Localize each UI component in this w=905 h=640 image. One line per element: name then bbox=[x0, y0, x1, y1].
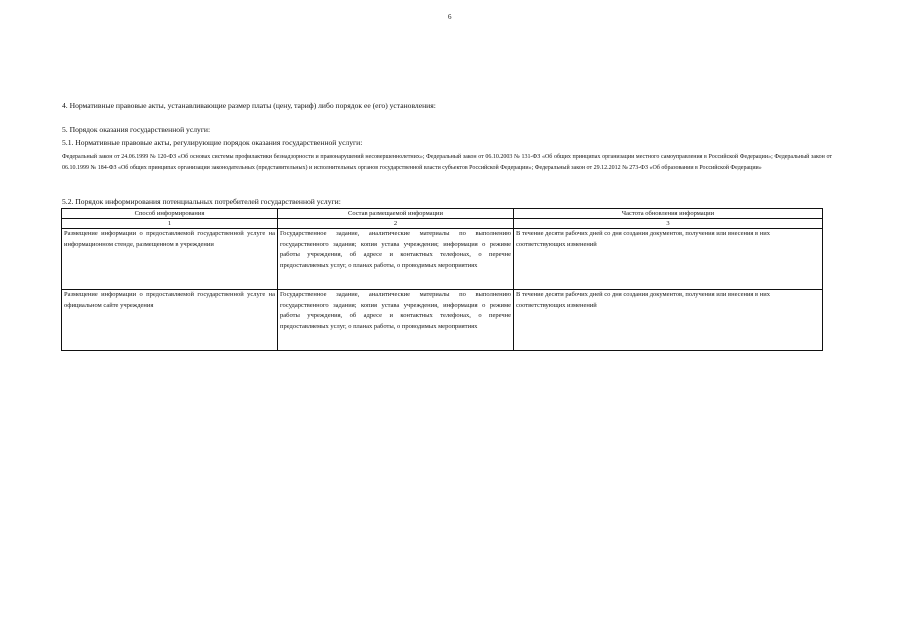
table-row bbox=[62, 290, 823, 351]
legal-acts-paragraph: Федеральный закон от 24.06.1999 № 120-ФЗ «Об основах системы профилактики безнадзорности и правонарушений несовершеннолетних»; Федеральный закон от 06.10.2003 № 131-ФЗ «Об общих принципах организации местного самоуправления в Российской Федерации»; Федеральный закон от 06.10.1999 № 184-ФЗ «Об общих принципах организации законодательных (представительных) и исполнительных органов государственной власти субъектов Российской Федерации»; Федеральный закон от 29.12.2012 № 273-ФЗ «Об образовании в Российской Федерации» bbox=[62, 154, 832, 171]
cell-frequency: В течение десяти рабочих дней со дня создания документов, получения или внесения в них соответствующих изменений bbox=[514, 229, 823, 290]
header-content: Состав размещаемой информации bbox=[278, 209, 514, 219]
column-number: 2 bbox=[278, 219, 514, 229]
header-method: Способ информирования bbox=[62, 209, 278, 219]
section-5-2-heading: 5.2. Порядок информирования потенциальных потребителей государственной услуги: bbox=[62, 197, 341, 206]
page-number: 6 bbox=[448, 13, 452, 21]
section-5-1-heading: 5.1. Нормативные правовые акты, регулирующие порядок оказания государственной услуги: bbox=[62, 138, 363, 147]
informing-table bbox=[61, 208, 823, 351]
table-number-row bbox=[62, 219, 823, 229]
section-4-heading: 4. Нормативные правовые акты, устанавливающие размер платы (цену, тариф) либо порядок ее (его) установления: bbox=[62, 101, 436, 110]
cell-content: Государственное задание, аналитические материалы по выполнению государственного задания; копия устава учреждения; информация о режиме работы учреждения, об адресе и контактных телефонах, о перечне предоставляемых услуг, о планах работы, о проводимых мероприятиях bbox=[278, 229, 514, 290]
section-5-heading: 5. Порядок оказания государственной услуги: bbox=[62, 125, 211, 134]
cell-frequency: В течение десяти рабочих дней со дня создания документов, получения или внесения в них соответствующих изменений bbox=[514, 290, 823, 351]
cell-content: Государственное задание, аналитические материалы по выполнению государственного задания; копия устава учреждения, информация о режиме работы учреждения, об адресе и контактных телефонах, о перечне предоставляемых услуг, о планах работы, о проводимых мероприятиях bbox=[278, 290, 514, 351]
cell-method: Размещение информации о предоставляемой государственной услуге на официальном сайте учреждения bbox=[62, 290, 278, 351]
table-row bbox=[62, 229, 823, 290]
cell-method: Размещение информации о предоставляемой государственной услуге на информационном стенде, размещенном в учреждении bbox=[62, 229, 278, 290]
column-number: 3 bbox=[514, 219, 823, 229]
table-header-row bbox=[62, 209, 823, 219]
column-number: 1 bbox=[62, 219, 278, 229]
header-frequency: Частота обновления информации bbox=[514, 209, 823, 219]
